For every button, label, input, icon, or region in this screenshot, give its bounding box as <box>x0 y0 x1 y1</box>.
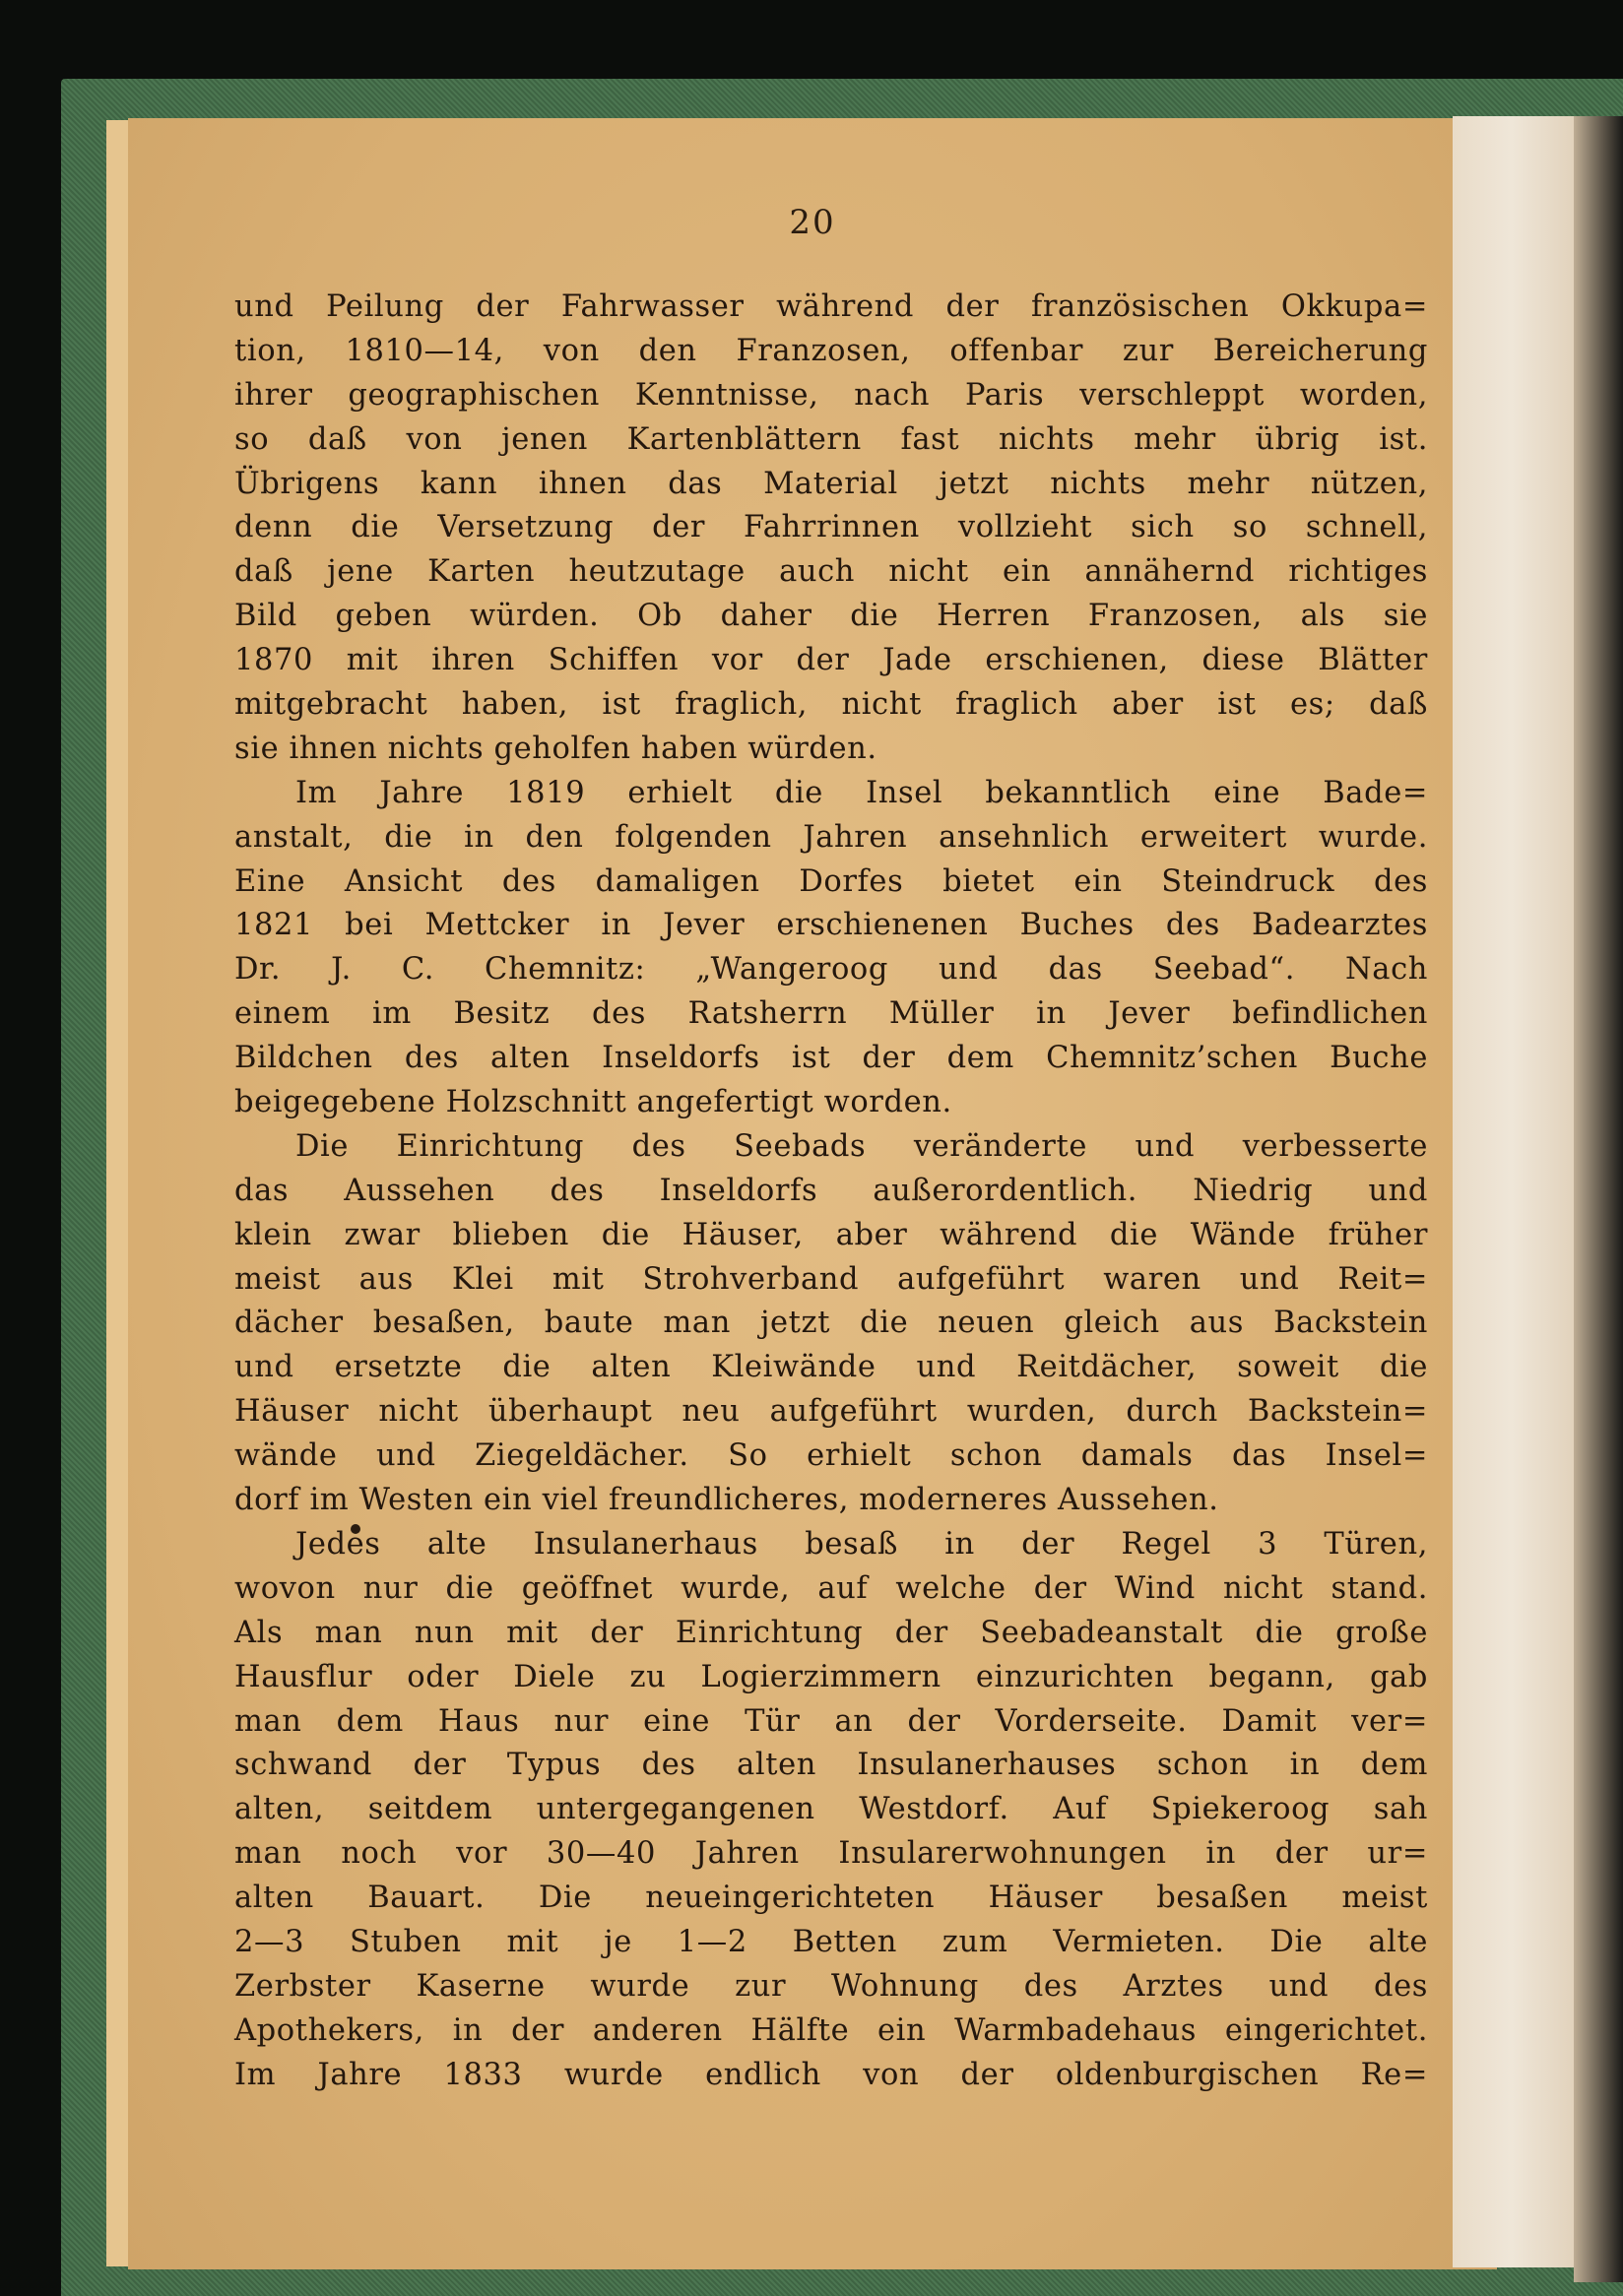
text-line: Die Einrichtung des Seebads veränderte und verbesserte <box>295 1128 1428 1164</box>
text-line: klein zwar blieben die Häuser, aber während die Wände früher <box>234 1217 1428 1252</box>
text-line: Bild geben würden. Ob daher die Herren Franzosen, als sie <box>234 599 1428 634</box>
text-line: Übrigens kann ihnen das Material jetzt nichts mehr nützen, <box>234 466 1428 501</box>
text-line: Apothekers, in der anderen Hälfte ein Warmbadehaus eingerichtet. <box>234 2012 1428 2048</box>
text-line: und Peilung der Fahrwasser während der französischen Okkupa= <box>234 289 1428 324</box>
text-line: 2—3 Stuben mit je 1—2 Betten zum Vermieten. Die alte <box>234 1924 1428 1959</box>
text-line: 1870 mit ihren Schiffen vor der Jade erschienen, diese Blätter <box>234 643 1428 678</box>
text-line: ihrer geographischen Kenntnisse, nach Paris verschleppt worden, <box>234 377 1428 413</box>
text-line: schwand der Typus des alten Insulanerhauses schon in dem <box>234 1748 1428 1783</box>
text-line: man dem Haus nur eine Tür an der Vorderseite. Damit ver= <box>234 1703 1428 1739</box>
text-line: mitgebracht haben, ist fraglich, nicht fraglich aber ist es; daß <box>234 687 1428 723</box>
text-line: das Aussehen des Inseldorfs außerordentlich. Niedrig und <box>234 1173 1428 1208</box>
text-line: Häuser nicht überhaupt neu aufgeführt wurden, durch Backstein= <box>234 1394 1428 1430</box>
page-body-text <box>234 286 1428 2098</box>
text-line: Bildchen des alten Inseldorfs ist der dem Chemnitz’schen Buche <box>234 1041 1428 1076</box>
text-line: Jedes alte Insulanerhaus besaß in der Regel 3 Türen, <box>295 1526 1428 1562</box>
binding-shadow <box>1574 116 1623 2282</box>
text-line: meist aus Klei mit Strohverband aufgeführt waren und Reit= <box>234 1261 1428 1297</box>
text-line: 1821 bei Mettcker in Jever erschienenen Buches des Badearztes <box>234 908 1428 943</box>
text-line: Dr. J. C. Chemnitz: „Wangeroog und das Seebad“. Nach <box>234 952 1428 988</box>
text-line: Im Jahre 1819 erhielt die Insel bekanntlich eine Bade= <box>295 775 1428 810</box>
text-line: einem im Besitz des Ratsherrn Müller in Jever befindlichen <box>234 996 1428 1032</box>
text-line: man noch vor 30—40 Jahren Insularerwohnungen in der ur= <box>234 1836 1428 1872</box>
text-line: Hausflur oder Diele zu Logierzimmern einzurichten begann, gab <box>234 1659 1428 1694</box>
text-line: daß jene Karten heutzutage auch nicht ein annähernd richtiges <box>234 554 1428 590</box>
text-line: Im Jahre 1833 wurde endlich von der oldenburgischen Re= <box>234 2057 1428 2092</box>
text-line: wände und Ziegeldächer. So erhielt schon damals das Insel= <box>234 1438 1428 1474</box>
text-line: alten, seitdem untergegangenen Westdorf. Auf Spiekeroog sah <box>234 1792 1428 1827</box>
text-line: denn die Versetzung der Fahrrinnen vollzieht sich so schnell, <box>234 510 1428 545</box>
text-line: dächer besaßen, baute man jetzt die neuen gleich aus Backstein <box>234 1306 1428 1341</box>
text-line: tion, 1810—14, von den Franzosen, offenbar zur Bereicherung <box>234 333 1428 368</box>
text-line: beigegebene Holzschnitt angefertigt worden. <box>234 1085 952 1120</box>
text-line: Eine Ansicht des damaligen Dorfes bietet ein Steindruck des <box>234 863 1428 899</box>
text-line: dorf im Westen ein viel freundlicheres, moderneres Aussehen. <box>234 1483 1219 1518</box>
page-number: 20 <box>789 203 836 242</box>
text-line: wovon nur die geöffnet wurde, auf welche der Wind nicht stand. <box>234 1570 1428 1606</box>
text-line: anstalt, die in den folgenden Jahren ansehnlich erweitert wurde. <box>234 819 1428 855</box>
text-line: Zerbster Kaserne wurde zur Wohnung des Arztes und des <box>234 1968 1428 2004</box>
text-line: so daß von jenen Kartenblättern fast nichts mehr übrig ist. <box>234 421 1428 457</box>
text-line: alten Bauart. Die neueingerichteten Häuser besaßen meist <box>234 1881 1428 1916</box>
text-line: Als man nun mit der Einrichtung der Seebadeanstalt die große <box>234 1615 1428 1650</box>
text-line: und ersetzte die alten Kleiwände und Reitdächer, soweit die <box>234 1350 1428 1385</box>
text-line: sie ihnen nichts geholfen haben würden. <box>234 731 877 766</box>
